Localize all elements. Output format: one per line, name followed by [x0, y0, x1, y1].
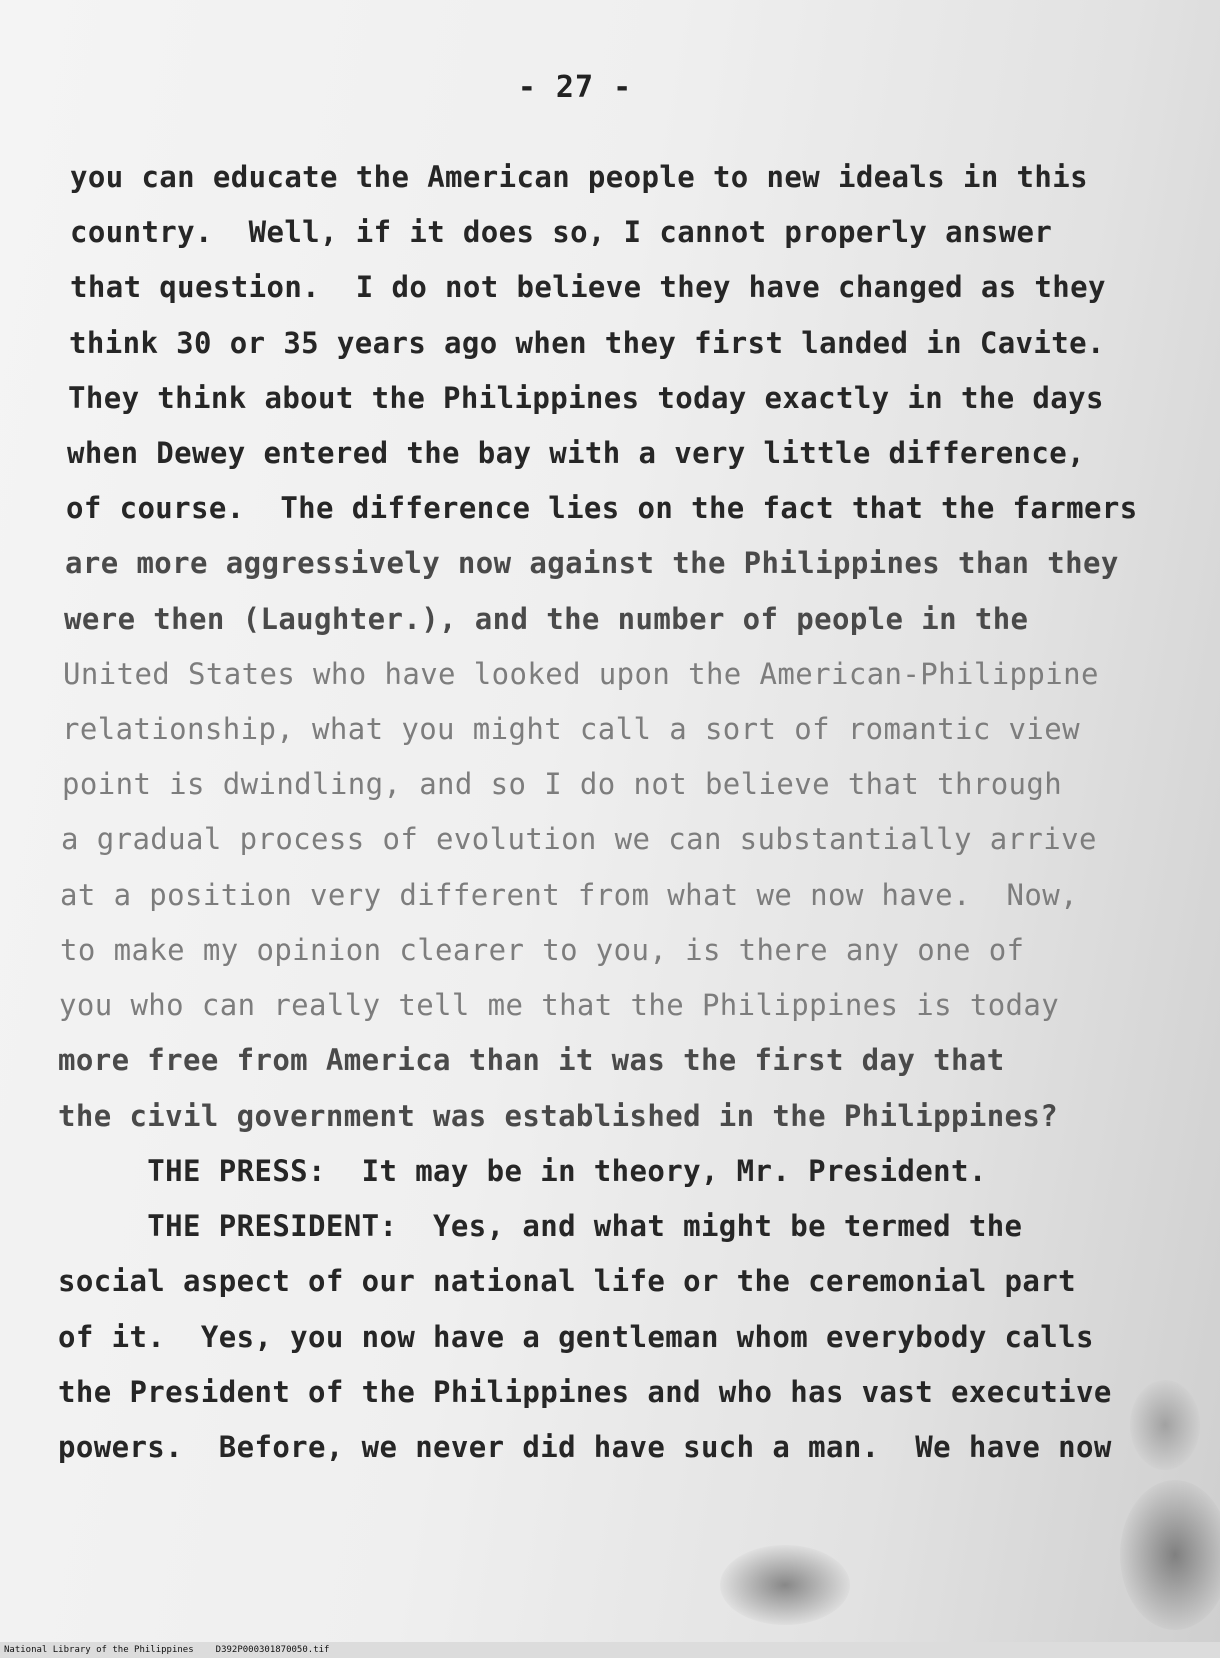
text-line: social aspect of our national life or the ceremonial part	[58, 1264, 1076, 1298]
text-line: of course. The difference lies on the fact that the farmers	[66, 491, 1138, 525]
text-line: are more aggressively now against the Philippines than they	[65, 546, 1119, 580]
text-line: They think about the Philippines today exactly in the days	[68, 381, 1104, 415]
text-line: at a position very different from what we now have. Now,	[60, 878, 1078, 912]
text-line: were then (Laughter.), and the number of people in the	[64, 602, 1029, 636]
text-line: think 30 or 35 years ago when they first landed in Cavite.	[69, 326, 1105, 360]
page-number: - 27 -	[517, 70, 633, 105]
text-line: you can educate the American people to new ideals in this	[70, 160, 1088, 194]
text-line: to make my opinion clearer to you, is there any one of	[60, 933, 1025, 967]
text-line: that question. I do not believe they have changed as they	[70, 270, 1106, 304]
text-line: when Dewey entered the bay with a very little difference,	[67, 436, 1085, 470]
footer-file: D392P000301870050.tif	[215, 1645, 330, 1655]
footer-library: National Library of the Philippines	[4, 1645, 194, 1655]
ink-stain	[1130, 1380, 1200, 1470]
text-line: relationship, what you might call a sort of romantic view	[62, 712, 1080, 746]
text-line: of it. Yes, you now have a gentleman whom everybody calls	[58, 1320, 1094, 1354]
text-line: the President of the Philippines and who has vast executive	[58, 1375, 1112, 1409]
text-line: more free from America than it was the first day that	[58, 1043, 1005, 1077]
text-line: United States who have looked upon the American-Philippine	[63, 657, 1099, 691]
text-line: a gradual process of evolution we can substantially arrive	[61, 822, 1097, 856]
text-line: the civil government was established in the Philippines?	[58, 1099, 1059, 1133]
ink-stain	[1120, 1480, 1220, 1630]
text-line: country. Well, if it does so, I cannot properly answer	[70, 215, 1053, 249]
text-line: powers. Before, we never did have such a man. We have now	[58, 1430, 1112, 1464]
ink-stain	[720, 1545, 850, 1625]
text-line: THE PRESIDENT: Yes, and what might be termed the	[58, 1209, 1023, 1243]
text-line: you who can really tell me that the Philippines is today	[59, 988, 1060, 1022]
scan-footer	[4, 1645, 351, 1655]
text-line: point is dwindling, and so I do not believe that through	[62, 767, 1063, 801]
text-line: THE PRESS: It may be in theory, Mr. President.	[58, 1154, 987, 1188]
